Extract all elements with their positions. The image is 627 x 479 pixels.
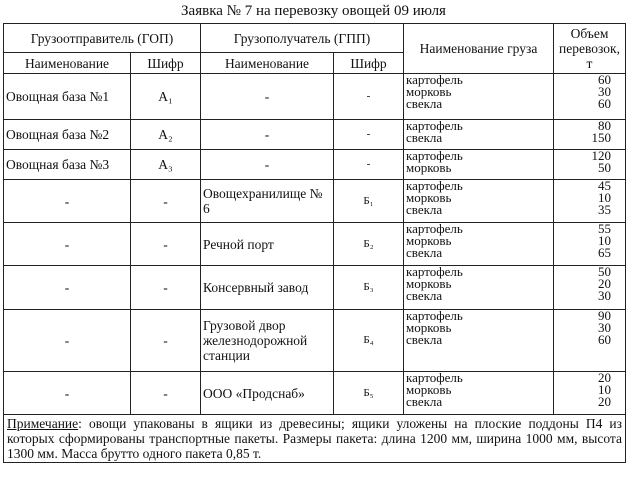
- volume-item: 150: [591, 130, 611, 145]
- cargo-header: Наименование груза: [404, 24, 554, 74]
- cargo-cell: [404, 310, 554, 372]
- cargo-item: морковь: [406, 84, 452, 99]
- cargo-cell: [404, 74, 554, 120]
- note-label: Примечание: [7, 416, 79, 431]
- cargo-cell: [404, 150, 554, 180]
- receiver-name-cell: Речной порт: [201, 223, 334, 266]
- cargo-item: свекла: [406, 332, 443, 347]
- cargo-item: свекла: [406, 130, 443, 145]
- volume-cell: [554, 266, 626, 310]
- sender-code-cell: А₂: [131, 120, 201, 150]
- volume-item: 10: [598, 233, 611, 248]
- receiver-code-cell: Б₃: [334, 266, 404, 310]
- cargo-item: свекла: [406, 288, 443, 303]
- receiver-name-header: Наименование: [201, 53, 334, 74]
- volume-item: 30: [598, 288, 611, 303]
- table-row: [4, 180, 626, 223]
- cargo-cell: [404, 223, 554, 266]
- cargo-item: картофель: [406, 222, 463, 236]
- cargo-cell: [404, 372, 554, 415]
- cargo-item: морковь: [406, 276, 452, 291]
- cargo-item: морковь: [406, 320, 452, 335]
- volume-item: 60: [598, 73, 611, 87]
- table-row: [4, 74, 626, 120]
- volume-item: 120: [591, 149, 611, 163]
- cargo-cell: [404, 180, 554, 223]
- sender-name-cell: -: [4, 223, 131, 266]
- volume-cell: [554, 150, 626, 180]
- cargo-item: картофель: [406, 73, 463, 87]
- cargo-item: свекла: [406, 394, 443, 409]
- table-row: [4, 120, 626, 150]
- sender-code-cell: -: [131, 266, 201, 310]
- receiver-code-header: Шифр: [334, 53, 404, 74]
- cargo-item: морковь: [406, 382, 452, 397]
- cargo-item: картофель: [406, 149, 463, 163]
- cargo-item: свекла: [406, 245, 443, 260]
- sender-name-cell: Овощная база №1: [4, 74, 131, 120]
- header-row: [4, 24, 626, 53]
- cargo-item: морковь: [406, 160, 452, 175]
- cargo-cell: [404, 266, 554, 310]
- volume-item: 90: [598, 309, 611, 323]
- volume-cell: [554, 180, 626, 223]
- receiver-code-cell: Б₁: [334, 180, 404, 223]
- sender-code-cell: -: [131, 223, 201, 266]
- volume-item: 50: [598, 160, 611, 175]
- volume-item: 45: [598, 179, 611, 193]
- volume-cell: [554, 372, 626, 415]
- volume-item: 60: [598, 96, 611, 111]
- volume-item: 50: [598, 265, 611, 279]
- volume-item: 60: [598, 332, 611, 347]
- volume-item: 65: [598, 245, 611, 260]
- receiver-name-cell: Овощехранилище № 6: [201, 180, 334, 223]
- volume-item: 20: [598, 371, 611, 385]
- volume-cell: [554, 120, 626, 150]
- page-title: Заявка № 7 на перевозку овощей 09 июля: [181, 3, 446, 19]
- sender-code-cell: -: [131, 310, 201, 372]
- sender-name-cell: Овощная база №2: [4, 120, 131, 150]
- table-row: [4, 223, 626, 266]
- volume-item: 30: [598, 84, 611, 99]
- request-table: [3, 23, 626, 463]
- note-cell: [4, 415, 626, 463]
- cargo-item: свекла: [406, 202, 443, 217]
- volume-item: 20: [598, 394, 611, 409]
- volume-cell: [554, 310, 626, 372]
- sender-name-cell: -: [4, 310, 131, 372]
- sender-code-cell: -: [131, 372, 201, 415]
- receiver-code-cell: Б₄: [334, 310, 404, 372]
- receiver-code-cell: Б₂: [334, 223, 404, 266]
- volume-item: 55: [598, 222, 611, 236]
- sender-code-cell: А₁: [131, 74, 201, 120]
- volume-item: 35: [598, 202, 611, 217]
- cargo-item: картофель: [406, 119, 463, 133]
- table-row: [4, 372, 626, 415]
- cargo-item: свекла: [406, 96, 443, 111]
- volume-item: 30: [598, 320, 611, 335]
- note-text: : овощи упакованы в ящики из древесины; ящики уложены на плоские поддоны П4 из которых сформированы транспортные пакеты. Размеры пакета: длина 1200 мм, ширина 1000 мм, высота 1300 мм. Масса брутто одного пакета 0,85 т.: [7, 416, 622, 461]
- cargo-item: картофель: [406, 265, 463, 279]
- receiver-name-cell: Грузовой двор железнодорожной станции: [201, 310, 334, 372]
- volume-item: 80: [598, 119, 611, 133]
- cargo-cell: [404, 120, 554, 150]
- receiver-name-cell: ООО «Продснаб»: [201, 372, 334, 415]
- sender-code-header: Шифр: [131, 53, 201, 74]
- sender-code-cell: А₃: [131, 150, 201, 180]
- table-row: [4, 150, 626, 180]
- volume-cell: [554, 223, 626, 266]
- volume-header: Объем перевозок, т: [554, 24, 626, 74]
- receiver-code-cell: Б₅: [334, 372, 404, 415]
- sender-name-cell: -: [4, 180, 131, 223]
- receiver-code-cell: -: [334, 120, 404, 150]
- cargo-item: морковь: [406, 190, 452, 205]
- sender-header: Грузоотправитель (ГОП): [4, 24, 201, 53]
- receiver-name-cell: Консервный завод: [201, 266, 334, 310]
- receiver-header: Грузополучатель (ГПП): [201, 24, 404, 53]
- receiver-code-cell: -: [334, 150, 404, 180]
- receiver-name-cell: -: [201, 150, 334, 180]
- cargo-item: картофель: [406, 309, 463, 323]
- sender-code-cell: -: [131, 180, 201, 223]
- receiver-name-cell: -: [201, 74, 334, 120]
- volume-item: 10: [598, 190, 611, 205]
- volume-item: 10: [598, 382, 611, 397]
- sender-name-cell: -: [4, 372, 131, 415]
- sender-name-cell: -: [4, 266, 131, 310]
- table-row: [4, 310, 626, 372]
- receiver-name-cell: -: [201, 120, 334, 150]
- cargo-item: картофель: [406, 179, 463, 193]
- table-row: [4, 266, 626, 310]
- receiver-code-cell: -: [334, 74, 404, 120]
- sender-name-cell: Овощная база №3: [4, 150, 131, 180]
- note-row: [4, 415, 626, 463]
- volume-cell: [554, 74, 626, 120]
- volume-item: 20: [598, 276, 611, 291]
- cargo-item: морковь: [406, 233, 452, 248]
- cargo-item: картофель: [406, 371, 463, 385]
- sender-name-header: Наименование: [4, 53, 131, 74]
